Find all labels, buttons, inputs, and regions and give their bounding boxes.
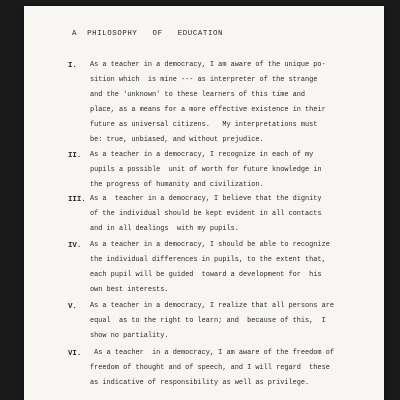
section-line: the progress of humanity and civilization. <box>90 181 264 189</box>
section-line: of the individual should be kept evident in all contacts <box>90 210 322 218</box>
typed-document <box>24 6 384 400</box>
section-line: future as universal citizens. My interpretations must <box>90 121 318 129</box>
section-line: sition which is mine --- as interpreter of the strange <box>90 76 318 84</box>
section-line: each pupil will be guided toward a development for his <box>90 271 322 279</box>
section-line: As a teacher in a democracy, I am aware of the unique po- <box>90 61 326 69</box>
document-title: A PHILOSOPHY OF EDUCATION <box>72 30 224 38</box>
section-line: equal as to the right to learn; and because of this, I <box>90 317 326 325</box>
section-line: As a teacher in a democracy, I am aware of the freedom of <box>90 349 334 357</box>
section-numeral: I. <box>68 62 77 70</box>
section-line: As a teacher in a democracy, I recognize in each of my <box>90 151 314 159</box>
section-numeral: VI. <box>68 350 82 358</box>
section-line: pupils a possible unit of worth for future knowledge in <box>90 166 322 174</box>
section-line: be: true, unbiased, and without prejudice. <box>90 136 264 144</box>
section-line: place, as a means for a more effective existence in their <box>90 106 326 114</box>
section-line: freedom of thought and of speech, and I will regard these <box>90 364 330 372</box>
section-line: and the 'unknown' to these learners of this time and <box>90 91 306 99</box>
document-page <box>24 6 384 400</box>
section-line: As a teacher in a democracy, I believe that the dignity <box>90 195 322 203</box>
section-numeral: III. <box>68 196 86 204</box>
section-numeral: II. <box>68 152 82 160</box>
section-line: and in all dealings with my pupils. <box>90 225 239 233</box>
section-numeral: V. <box>68 303 77 311</box>
section-line: as indicative of responsibility as well as privilege. <box>90 379 310 387</box>
section-line: As a teacher in a democracy, I should be able to recognize <box>90 241 330 249</box>
section-line: the individual differences in pupils, to the extent that, <box>90 256 326 264</box>
section-line: show no partiality. <box>90 332 169 340</box>
section-numeral: IV. <box>68 242 82 250</box>
section-line: As a teacher in a democracy, I realize that all persons are <box>90 302 334 310</box>
section-line: own best interests. <box>90 286 169 294</box>
